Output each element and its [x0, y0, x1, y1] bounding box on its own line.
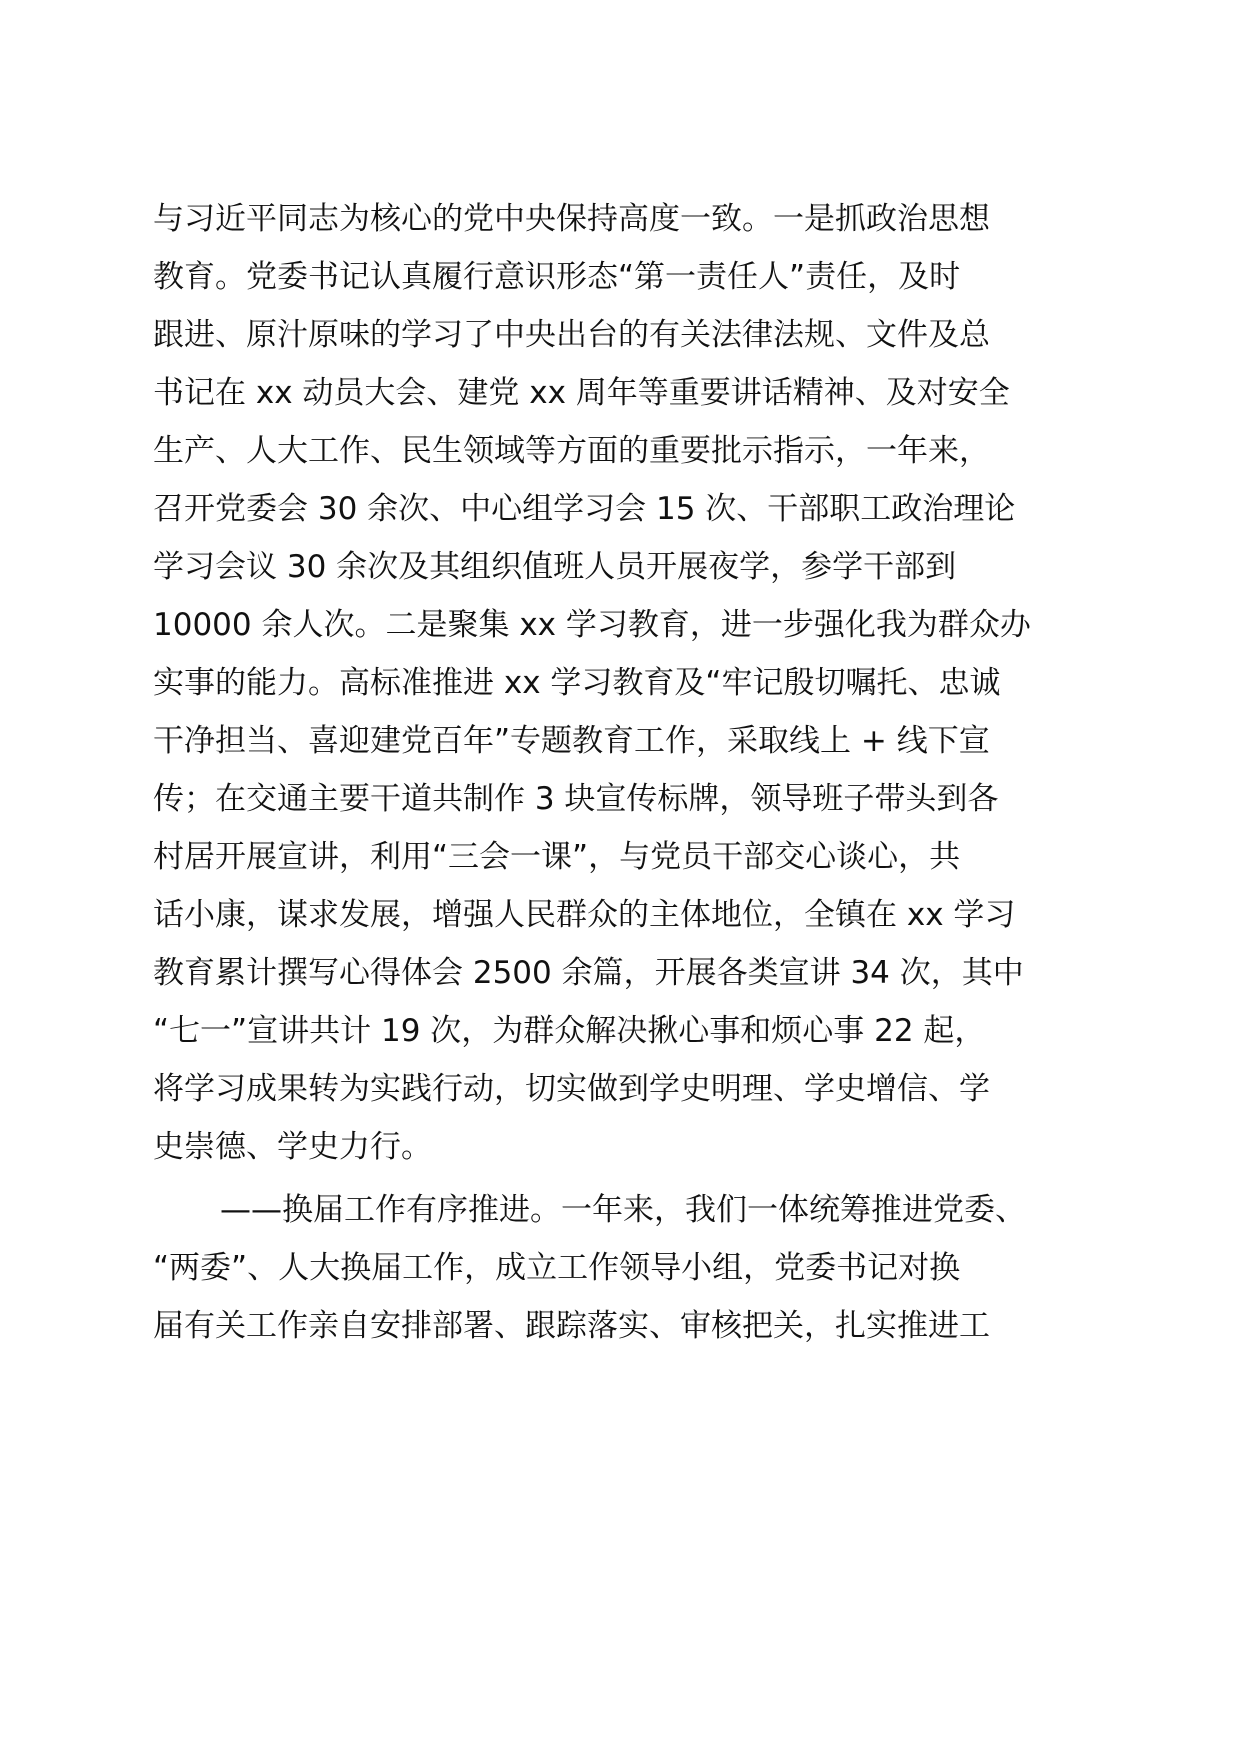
text-line: 实事的能力。高标准推进 xx 学习教育及“牢记殷切嘱托、忠诚 — [153, 665, 1001, 701]
text-line: 与习近平同志为核心的党中央保持高度一致。一是抓政治思想 — [153, 201, 990, 237]
text-line: “两委”、人大换届工作，成立工作领导小组，党委书记对换 — [153, 1250, 961, 1286]
text-line: “七一”宣讲共计 19 次，为群众解决揪心事和烦心事 22 起， — [153, 1013, 986, 1049]
text-line: 教育。党委书记认真履行意识形态“第一责任人”责任，及时 — [153, 259, 961, 295]
text-line: 生产、人大工作、民生领域等方面的重要批示指示，一年来， — [153, 433, 990, 469]
text-line: 届有关工作亲自安排部署、跟踪落实、审核把关，扎实推进工 — [153, 1308, 990, 1344]
text-line: ——换届工作有序推进。一年来，我们一体统筹推进党委、 — [220, 1192, 1026, 1228]
text-line: 干净担当、喜迎建党百年”专题教育工作，采取线上 + 线下宣 — [153, 723, 990, 759]
text-line: 教育累计撰写心得体会 2500 余篇，开展各类宣讲 34 次，其中 — [153, 955, 1024, 991]
text-line: 召开党委会 30 余次、中心组学习会 15 次、干部职工政治理论 — [153, 491, 1016, 527]
text-line: 将学习成果转为实践行动，切实做到学史明理、学史增信、学 — [153, 1071, 990, 1107]
text-line: 书记在 xx 动员大会、建党 xx 周年等重要讲话精神、及对安全 — [153, 375, 1010, 411]
text-line: 史崇德、学史力行。 — [153, 1129, 432, 1165]
text-line: 村居开展宣讲，利用“三会一课”，与党员干部交心谈心，共 — [153, 839, 961, 875]
text-line: 话小康，谋求发展，增强人民群众的主体地位，全镇在 xx 学习 — [153, 897, 1016, 933]
text-line: 学习会议 30 余次及其组织值班人员开展夜学，参学干部到 — [153, 549, 957, 585]
text-line: 10000 余人次。二是聚集 xx 学习教育，进一步强化我为群众办 — [153, 607, 1031, 643]
text-line: 跟进、原汁原味的学习了中央出台的有关法律法规、文件及总 — [153, 317, 990, 353]
text-line: 传；在交通主要干道共制作 3 块宣传标牌，领导班子带头到各 — [153, 781, 999, 817]
